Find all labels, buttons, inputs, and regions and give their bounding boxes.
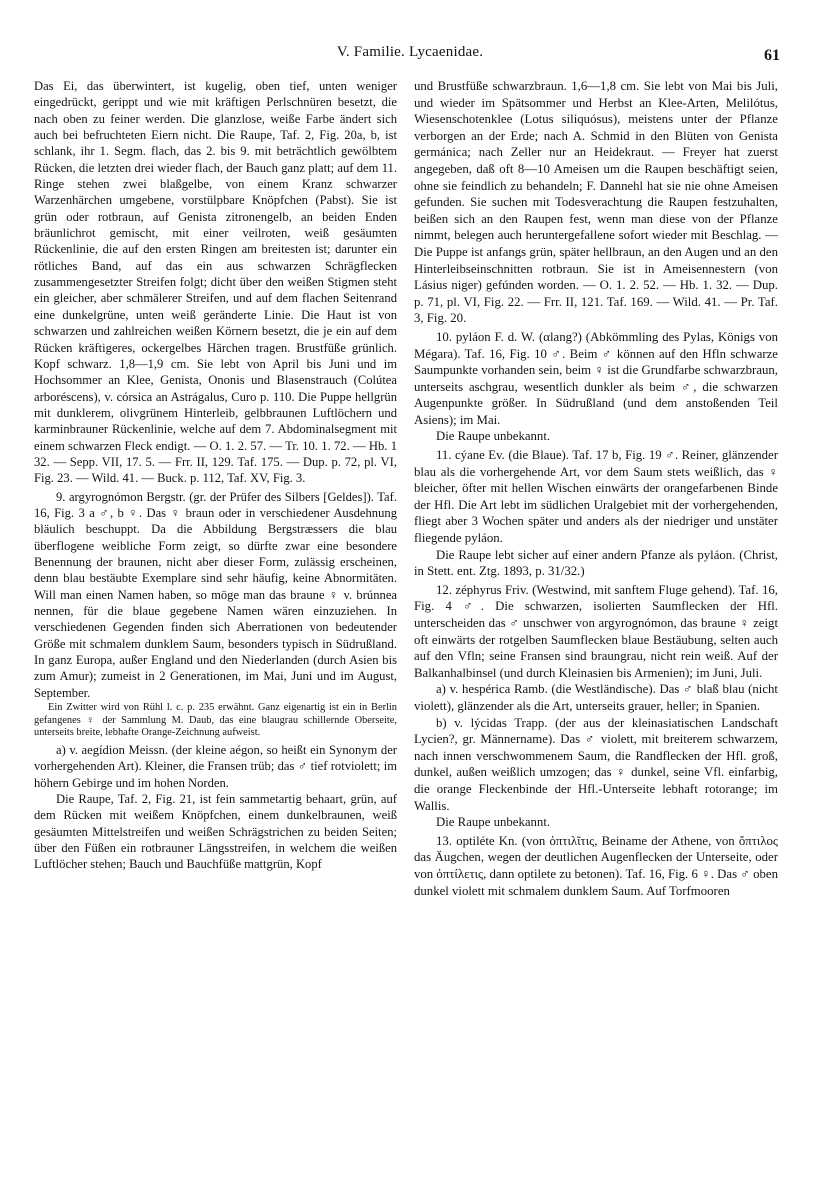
entry-pylaon: 10. pyláon F. d. W. (αlang?) (Abkömmling des Pylas, Königs von Mégara). Taf. 16, Fig. 10 ♂. Beim ♂ können auf den Hfln schwarze Saumpunkte vorhanden sein, beim ♀ ist die Grundfarbe schwarzbraun, unterseits aschgrau, wesentlich dunkler als beim ♂, die schwarzen Augenpunkte größer. In Südrußland (und dem anstoßenden Teil Asiens); im Mai. [414,329,778,427]
paragraph-raupe-aegidion: Die Raupe, Taf. 2, Fig. 21, ist fein sammetartig behaart, grün, auf dem Rücken mit weißem Knöpfchen, einem dunkelbraunen, weiß gesäumten Mittelstreifen und weißen Schrägstrichen zu beiden Seiten; über den Füßen ein rotbrauner Längsstreifen, in welchem die weißen Luftlöcher stehen; Bauch und Bauchfüße mattgrün, Kopf [34,791,397,872]
paragraph-raupe-zephyrus: Die Raupe unbekannt. [436,815,551,830]
footnote-zwitter: Ein Zwitter wird von Rühl l. c. p. 235 erwähnt. Ganz eigenartig ist ein in Berlin gefangenes ♀ der Sammlung M. Daub, das eine blaugrau schillernde Oberseite, unterseits breite, lebhafte Orange-Zeichnung aufweist. [34,702,397,739]
entry-hesperica: a) v. hespérica Ramb. (die Westländische). Das ♂ blaß blau (nicht violett), glänzender als die Art, unterseits grauer, heller; in Spanien. [414,682,778,713]
entry-cyane: 11. cýane Ev. (die Blaue). Taf. 17 b, Fig. 19 ♂. Reiner, glänzender blau als die vorhergehende Art, vor dem Saum stets weißlich, das ♀ bleicher, öfter mit hellen Wischen einwärts der orangefarbenen Binde der Hfl. Die Art lebt im südlichen Uralgebiet mit der vorhergehenden, fliegt aber 3 Wochen später und anders als der niedriger und unstäter fliegende pyláon. [414,448,778,546]
page-number: 61 [764,47,780,64]
entry-optilete: 13. optiléte Kn. (von ὀπτιλῖτις, Beiname der Athene, von ὄπτιλος das Äugchen, wegen der deutlichen Augenflecken der Unterseite, oder von ὀπτίλετις, dann optilete zu betonen). Taf. 16, Fig. 6 ♀. Das ♂ oben dunkel violett mit schmalem dunklem Saum. Auf Torfmooren [414,833,778,898]
paragraph-raupe-continued: und Brustfüße schwarzbraun. 1,6—1,8 cm. Sie lebt von Mai bis Juli, und wieder im Spätsommer und Herbst an Klee-Arten, Melilótus, Wiesenschotenklee (Lotus siliquósus), meistens unter der Pflanze verborgen an der Erde; nach A. Schmid in den Blüten von Genista germánica; nach Zeller nur an Heidekraut. — Freyer hat zuerst angegeben, daß oft 8—10 Ameisen um die Raupen beschäftigt seien, ohne sie feindlich zu behandeln; F. Dannehl hat sie nie ohne Ameisen gefunden. Sie suchen mit Todesverachtung die Raupen festzuhalten, beißen sich an den Raupen fest, wenn man diese von der Pflanze nimmt, belegen auch heruntergefallene sofort wieder mit Beschlag. — Die Puppe ist anfangs grün, später hellbraun, an den Augen und an den Hinterleibseinschnitten rotbraun. Sie ist in Ameisennestern (von Lásius niger) gefúnden worden. — O. 1. 2. 52. — Hb. 1. 32. — Dup. p. 71, pl. VI, Fig. 22. — Frr. II, 121. Taf. 169. — Wild. 41. — Pr. Taf. 3, Fig. 20. [414,79,778,326]
entry-aegidion: a) v. aegídion Meissn. (der kleine aégon, so heißt ein Synonym der vorhergehenden Art). Kleiner, die Fransen trüb; das ♂ tief rotviolett; im höhern Gebirge und im hohen Norden. [34,742,397,790]
running-title: V. Familie. Lycaenidae. [336,44,484,60]
page-header [40,44,780,64]
entry-zephyrus: 12. zéphyrus Friv. (Westwind, mit sanftem Fluge gehend). Taf. 16, Fig. 4 ♂. Die schwarzen, isolierten Saumflecken der Hfl. unterscheiden das ♂ unschwer von argyrognómon, das braune ♀ zeigt oft einwärts der rotgelben Saumflecken blaue Bestäubung, selten auch auf den Vfln; seine Fransen sind braungrau, nicht rein weiß. Auf der Balkanhalbinsel (und durch Kleinasien bis Armenien); im Juni, Juli. [414,582,778,680]
entry-argyrognomon: 9. argyrognómon Bergstr. (gr. der Prüfer des Silbers [Geldes]). Taf. 16, Fig. 3 a ♂, b ♀. Das ♀ braun oder in verschiedener Ausdehnung bläulich beschuppt. Da die Abbildung Bergstræssers die blau überflogene weibliche Form zeigt, so dürfte zwar eine besondere Benennung der braunen, nicht aber dieser Form, zulässig erscheinen, denn blau bestäubte Exemplare sind sehr häufig, keine Abnormitäten. Will man einen Namen haben, so möge man das braune ♀ v. brúnnea nennen, für die blaue gegebene Namen wären einzuziehen. In verschiedenen Gegenden finden sich Aberrationen von bedeutender Größe mit schmalem dunklem Saum, besonders typisch in Südrußland. In ganz Europa, außer England und den Niederlanden (durch Asien bis zum Amur); zumeist in 2 Generationen, im Mai, Juni und im August, September. [34,489,397,700]
entry-lycidas: b) v. lýcidas Trapp. (der aus der kleinasiatischen Landschaft Lycien?, gr. Männername). Das ♂ violett, mit breiterem schwarzem, nach innen verschwommenem Saum, die Randflecken der Hfl. groß, dunkel, außen weißlich umzogen; das ♀ dunkel, seine Vfl. einfarbig, die orange Fleckenbinde der Hfl.-Unterseite lebhaft rotorange; im Wallis. [414,715,778,813]
left-column [34,78,397,873]
paragraph-raupe-pylaon: Die Raupe unbekannt. [436,429,551,444]
paragraph-raupe-cyane: Die Raupe lebt sicher auf einer andern Pfanze als pyláon. (Christ, in Stett. ent. Ztg. 1893, p. 31/32.) [414,547,778,579]
paragraph-egg-and-larva: Das Ei, das überwintert, ist kugelig, oben tief, unten weniger eingedrückt, gerippt und wie mit kräftigen Perlschnüren besetzt, die nach oben zu feiner werden. Die glanzlose, weiße Farbe ändert sich auch bei befruchteten Eiern nicht. Die Raupe, Taf. 2, Fig. 20a, b, ist schlank, ihr 1. Segm. flach, das 2. bis 9. mit beträchtlich gewölbtem Rücken, die letzten drei wieder flach, der Bauch ganz platt; auf dem 11. Ringe stehen zwei blaßgelbe, von einem Kranz schwarzer Warzenhärchen umgebene, vorstülpbare Knöpfchen (Pabst). Sie ist grün oder rotbraun, auf Genista zitronengelb, an beiden Enden bräunlichrot gemischt, mit einer veilroten, weiß gesäumten Rückenlinie, die auf den ersten Ringen am breitesten ist; darunter ein rötliches Band, auf das ein aus schwarzen Schrägflecken zusammengesetzter Streifen folgt; dicht über den weißen Stigmen steht ein gleicher, aber schmälerer Streifen, und auf dem flachen Seitenrand eine dunkelgrüne, unten weiß geränderte Linie. Die Haut ist von schwarzen und zahlreichen weißen Körnern besetzt, die je ein auf dem Rücken kräftigeres, ockergelbes Härchen tragen. Brustfüße grünlich. Kopf schwarz. 1,8—1,9 cm. Sie lebt von April bis Juni und im Hochsommer an Klee, Genista, Ononis und Blasenstrauch (Colútea arboréscens), v. córsica an Astrágalus, Curo p. 110. Die Puppe hellgrün mit dunklerem, olivgrünem Hinterleib, gelbbraunen Luftlöchern und karminbrauner Rückenlinie, welche auf dem 7. Abdominalsegment mit einem schwarzen Fleck endigt. — O. 1. 2. 57. — Tr. 10. 1. 72. — Hb. 1 32. — Sepp. VII, 17. 5. — Frr. II, 129. Taf. 175. — Dup. p. 72, pl. VI, Fig. 23. — Wild. 41. — Buck. p. 112, Taf. XV, Fig. 3. [34,79,397,486]
right-column [414,78,778,899]
